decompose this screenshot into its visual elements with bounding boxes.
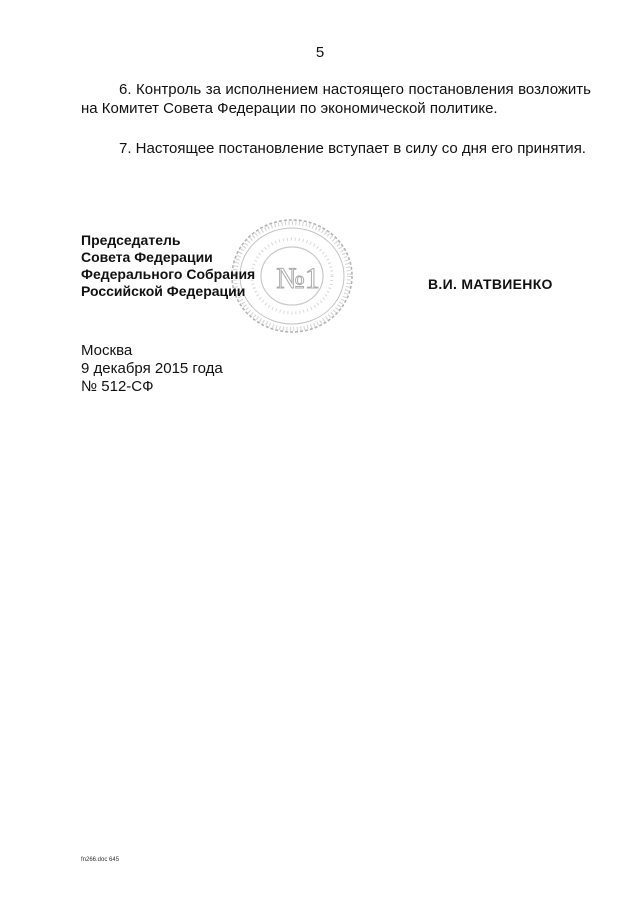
paragraph-6 xyxy=(81,80,591,118)
paragraph-7-text: 7. Настоящее постановление вступает в силу со дня его принятия. xyxy=(119,140,586,157)
signer-title-line: Федерального Собрания xyxy=(81,266,256,282)
seal-number: №1 xyxy=(276,262,320,295)
signer-title-line: Российской Федерации xyxy=(81,283,246,299)
page-number: 5 xyxy=(315,44,325,61)
paragraph-6-text: 6. Контроль за исполнением настоящего постановления возложить на Комитет Совета Федерации по экономической политике. xyxy=(81,81,591,117)
issue-details xyxy=(81,342,223,396)
footer-file-reference: fn266.doc 645 xyxy=(81,857,120,863)
paragraph-7 xyxy=(81,139,591,158)
signer-title-line: Председатель xyxy=(81,232,181,248)
issue-date: 9 декабря 2015 года xyxy=(81,360,223,377)
signer-title-line: Совета Федерации xyxy=(81,249,213,265)
issue-number: № 512-СФ xyxy=(81,378,154,395)
signer-name: В.И. МАТВИЕНКО xyxy=(428,276,553,292)
signer-title xyxy=(81,232,255,300)
issue-city: Москва xyxy=(81,342,133,359)
